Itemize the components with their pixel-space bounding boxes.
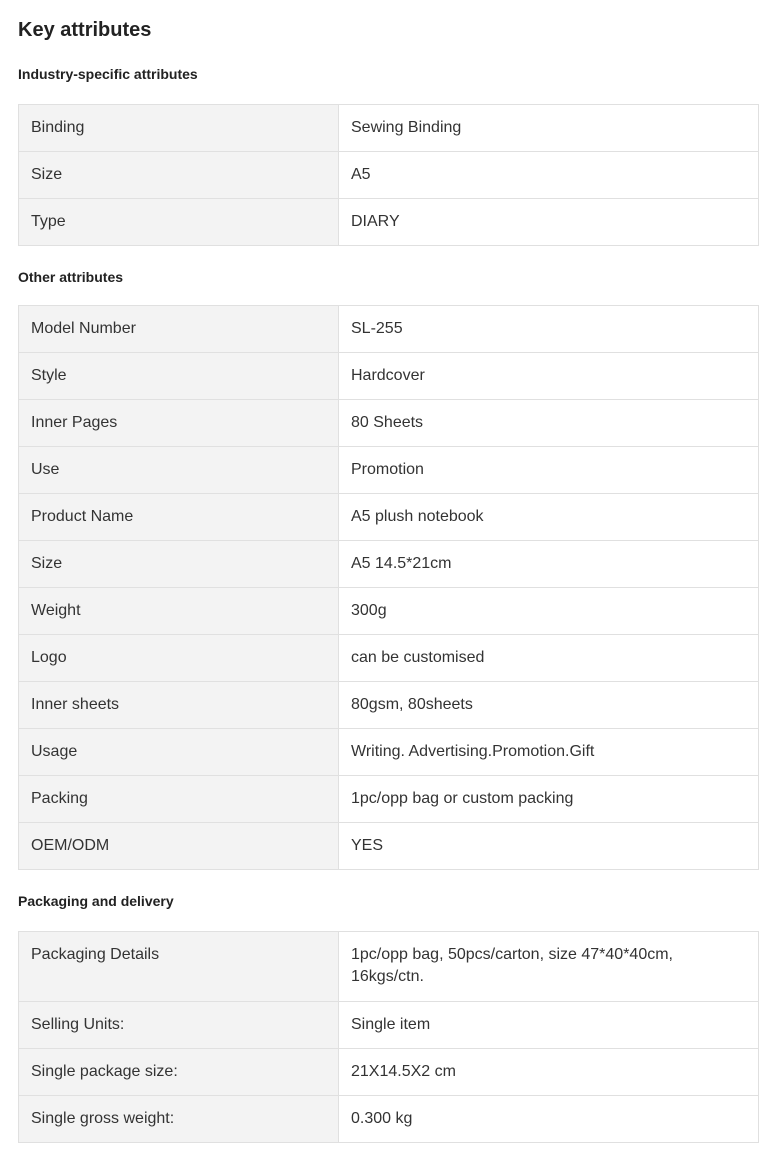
attribute-value: A5 <box>339 152 759 199</box>
attribute-value: Writing. Advertising.Promotion.Gift <box>339 729 759 776</box>
attribute-key: Single gross weight: <box>19 1096 339 1143</box>
table-row <box>19 199 759 246</box>
other-attributes-table <box>18 305 759 870</box>
attribute-value: Single item <box>339 1002 759 1049</box>
table-row <box>19 1002 759 1049</box>
attribute-key: Binding <box>19 105 339 152</box>
table-row <box>19 776 759 823</box>
attribute-key: Style <box>19 353 339 400</box>
table-row <box>19 823 759 870</box>
attribute-value: Promotion <box>339 447 759 494</box>
section-title-packaging: Packaging and delivery <box>18 893 174 909</box>
attribute-value: 80gsm, 80sheets <box>339 682 759 729</box>
attribute-key: Model Number <box>19 306 339 353</box>
attribute-key: Inner sheets <box>19 682 339 729</box>
attribute-key: Type <box>19 199 339 246</box>
packaging-delivery-table <box>18 931 759 1143</box>
attribute-value: can be customised <box>339 635 759 682</box>
attribute-value: Sewing Binding <box>339 105 759 152</box>
page-title: Key attributes <box>18 19 152 41</box>
section-title-other: Other attributes <box>18 269 124 285</box>
attribute-value: YES <box>339 823 759 870</box>
attribute-key: Packing <box>19 776 339 823</box>
table-row <box>19 105 759 152</box>
attribute-key: OEM/ODM <box>19 823 339 870</box>
attribute-value: 1pc/opp bag, 50pcs/carton, size 47*40*40cm, 16kgs/ctn. <box>339 932 759 1002</box>
attribute-value: A5 plush notebook <box>339 494 759 541</box>
attribute-key: Usage <box>19 729 339 776</box>
attribute-value: 300g <box>339 588 759 635</box>
table-row <box>19 541 759 588</box>
table-row <box>19 494 759 541</box>
attribute-key: Selling Units: <box>19 1002 339 1049</box>
attribute-value: 21X14.5X2 cm <box>339 1049 759 1096</box>
attribute-key: Size <box>19 152 339 199</box>
attribute-key: Size <box>19 541 339 588</box>
table-row <box>19 353 759 400</box>
attribute-value: 0.300 kg <box>339 1096 759 1143</box>
attribute-key: Use <box>19 447 339 494</box>
attribute-key: Product Name <box>19 494 339 541</box>
table-row <box>19 1096 759 1143</box>
attribute-value: A5 14.5*21cm <box>339 541 759 588</box>
table-row <box>19 306 759 353</box>
table-row <box>19 152 759 199</box>
table-row <box>19 682 759 729</box>
attribute-key: Weight <box>19 588 339 635</box>
attribute-value: 80 Sheets <box>339 400 759 447</box>
table-row <box>19 447 759 494</box>
attribute-key: Inner Pages <box>19 400 339 447</box>
attribute-value: 1pc/opp bag or custom packing <box>339 776 759 823</box>
section-title-industry: Industry-specific attributes <box>18 66 198 82</box>
attribute-key: Logo <box>19 635 339 682</box>
attribute-value: SL-255 <box>339 306 759 353</box>
attribute-value: Hardcover <box>339 353 759 400</box>
attribute-key: Single package size: <box>19 1049 339 1096</box>
attribute-key: Packaging Details <box>19 932 339 1002</box>
table-row <box>19 588 759 635</box>
table-row <box>19 1049 759 1096</box>
table-row <box>19 635 759 682</box>
industry-attributes-table <box>18 104 759 246</box>
table-row <box>19 932 759 1002</box>
table-row <box>19 729 759 776</box>
attribute-value: DIARY <box>339 199 759 246</box>
table-row <box>19 400 759 447</box>
